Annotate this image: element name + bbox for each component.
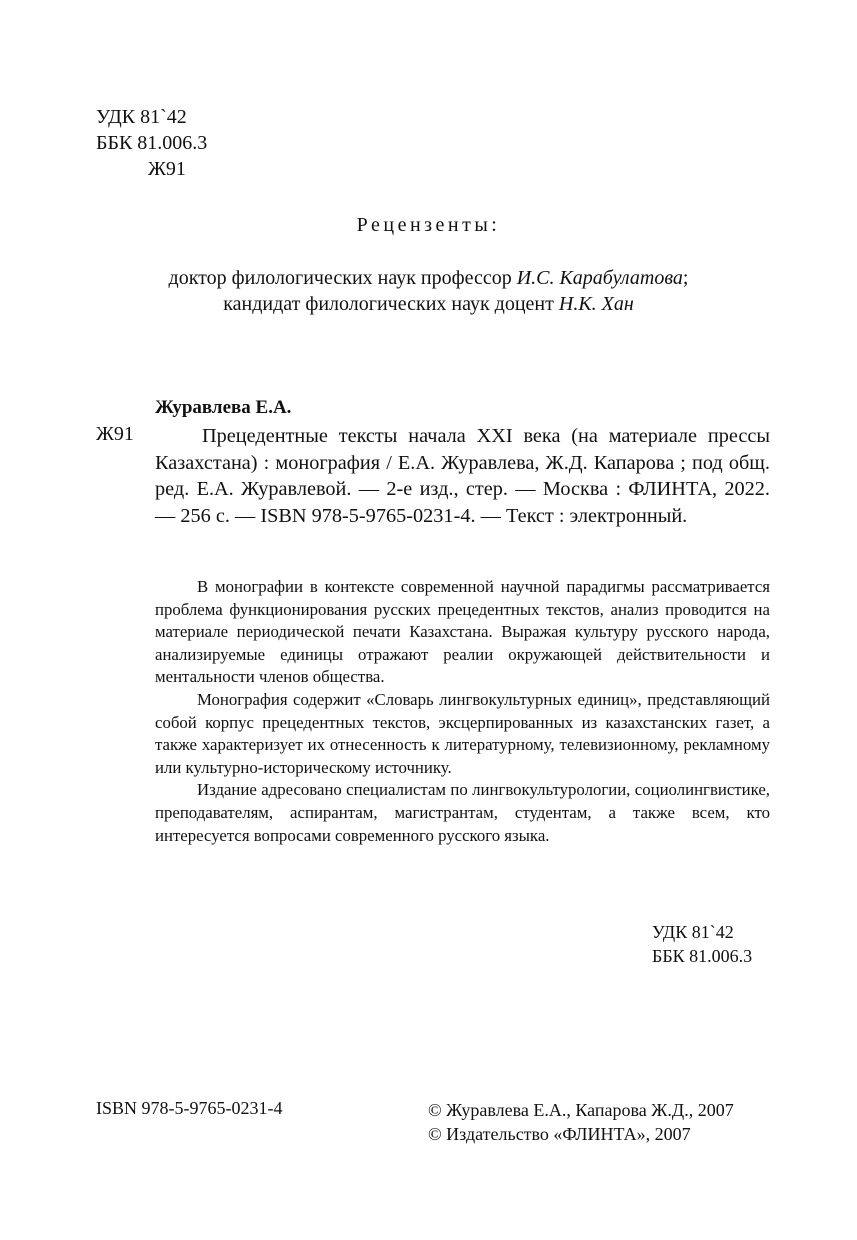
reviewer-title: кандидат филологических наук доцент xyxy=(223,293,559,315)
reviewer-name: И.С. Карабулатова xyxy=(516,267,683,289)
annotation-paragraph: В монографии в контексте современной научной парадигмы рассматривается проблема функционирования русских прецедентных текстов, анализ проводится на материале периодической печати Казахстана. Выражая культуру русского народа, анализируемые единицы отражают реалии окружающей действительности и ментальности членов общества. xyxy=(155,577,770,687)
reviewers-title: Рецензенты: xyxy=(356,214,501,236)
copyright-line: © Журавлева Е.А., Капарова Ж.Д., 2007 xyxy=(428,1100,734,1120)
bbk-code-bottom: ББК 81.006.3 xyxy=(652,946,753,966)
author-sign: Ж91 xyxy=(148,158,186,180)
copyright-line: © Издательство «ФЛИНТА», 2007 xyxy=(428,1124,691,1144)
classification-block xyxy=(96,104,207,182)
annotation xyxy=(155,576,770,847)
reviewer-name: Н.К. Хан xyxy=(558,293,634,315)
reviewer-line xyxy=(0,291,857,317)
reviewer-title: доктор филологических наук профессор xyxy=(168,267,517,289)
isbn: ISBN 978-5-9765-0231-4 xyxy=(96,1098,283,1118)
bbk-code: ББК 81.006.3 xyxy=(96,132,208,154)
annotation-paragraph: Монография содержит «Словарь лингвокультурных единиц», представляющий собой корпус прецедентных текстов, эксцерпированных из казахстанских газет, а также характеризует их отнесенность к литературному, телевизионному, рекламному или культурно-историческому источнику. xyxy=(155,689,770,777)
author-heading: Журавлева Е.А. xyxy=(155,397,292,418)
copyright-block xyxy=(428,1098,734,1146)
reviewer-line xyxy=(0,265,857,291)
annotation-paragraph: Издание адресовано специалистам по лингвокультурологии, социолингвистике, преподавателям, аспирантам, магистрантам, студентам, а также всем, кто интересуется вопросами современного русского языка. xyxy=(155,780,770,845)
bibliographic-description: Прецедентные тексты начала XXI века (на материале прессы Казахстана) : монография / Е.А. Журавлева, Ж.Д. Капарова ; под общ. ред. Е.А. Журавлевой. — 2-е изд., стер. — Москва : ФЛИНТА, 2022. — 256 с. — ISBN 978-5-9765-0231-4. — Текст : электронный. xyxy=(155,425,770,527)
biblio-author-sign: Ж91 xyxy=(96,423,134,445)
reviewer-suffix: ; xyxy=(682,267,689,289)
bottom-classification xyxy=(652,920,752,968)
udk-code: УДК 81`42 xyxy=(96,106,187,128)
udk-code-bottom: УДК 81`42 xyxy=(652,922,734,942)
reviewers-list xyxy=(0,265,857,317)
